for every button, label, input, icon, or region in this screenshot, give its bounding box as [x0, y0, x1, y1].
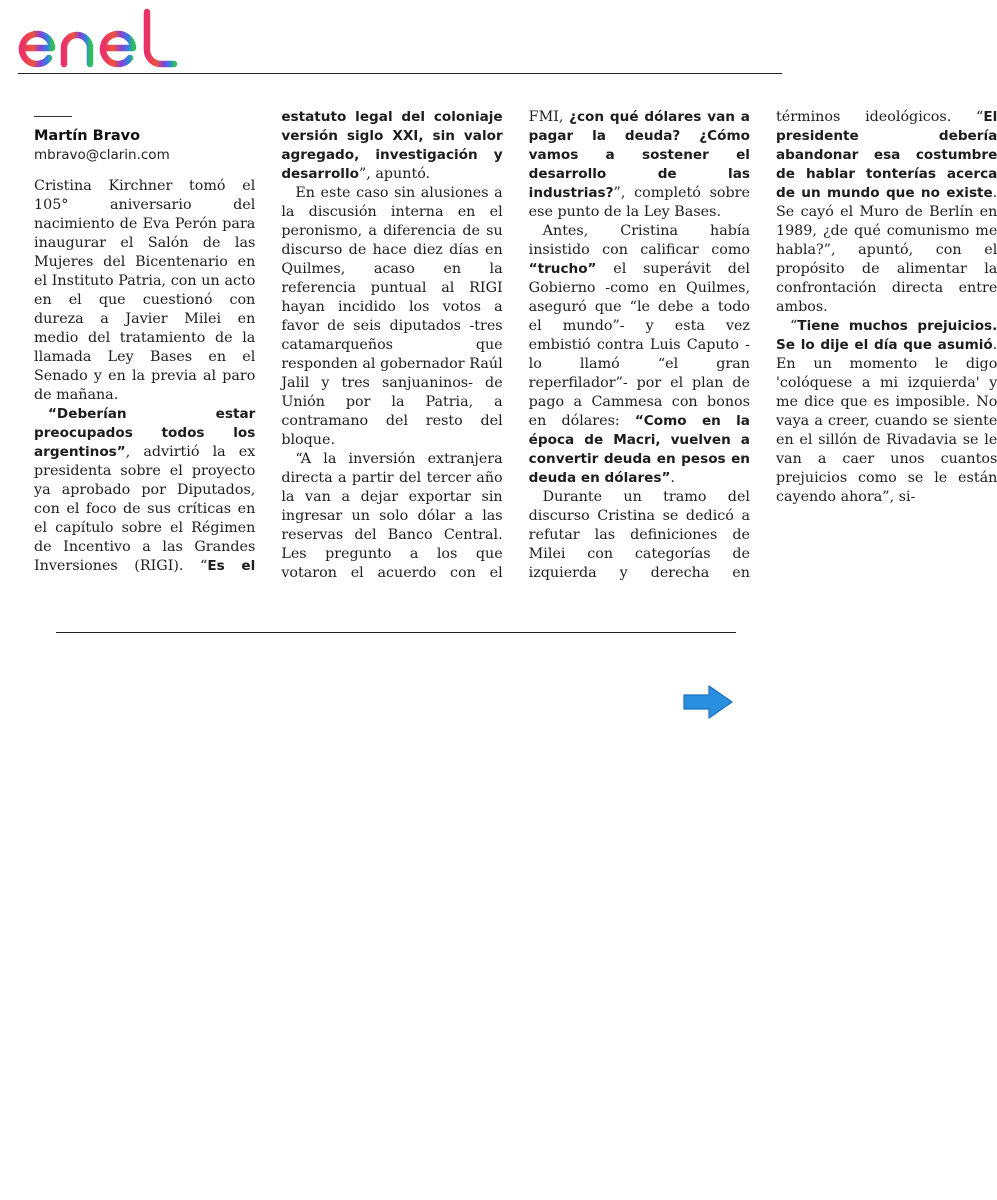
paragraph-text: Antes, Cristina había insistido con calificar como: [528, 223, 750, 258]
article-paragraph: [281, 184, 502, 450]
paragraph-text: el superávit del Gobierno -como en Quilmes, aseguró que “le debe a todo el mundo”- y esta vez embistió contra Luis Caputo -lo llamó “el gran reperfilador”- por el plan de pago a Cammesa con bonos en dólares:: [528, 261, 750, 429]
article-end-divider: [56, 632, 736, 633]
paragraph-text: “: [789, 318, 798, 334]
highlighted-quote: “Como en la época de Macri, vuelven a convertir deuda en pesos en deuda en dólares”: [528, 413, 750, 486]
article-paragraph: [529, 222, 750, 488]
paragraph-text: ”, apuntó.: [358, 166, 431, 182]
paragraph-text: En este caso sin alusiones a la discusión interna en el peronismo, a diferencia de su discurso de hace diez días en Quilmes, acaso en la referencia puntual al RIGI hayan incidido los votos a favor de seis diputados -tres catamarqueños que responden al gobernador Raúl Jalil y tres sanjuaninos- de Unión por la Patria, a contramano del resto del bloque.: [281, 185, 503, 448]
page-header: [0, 0, 800, 80]
paragraph-text: . Se cayó el Muro de Berlín en 1989, ¿de qué comunismo me habla?”, apuntó, con el propósito de alimentar la confrontación directa entre ambos.: [775, 185, 997, 315]
paragraph-text: . En un momento le digo 'colóquese a mi izquierda' y me dice que es imposible. No vaya a creer, cuando se siente en el sillón de Rivadavia se le van a caer unos cuantos prejuicios como se le están cayendo ahora”, si-: [775, 337, 997, 505]
highlighted-quote: Es el estatuto legal del coloniaje versión siglo XXI, sin valor agregado, investigación y desarrollo: [207, 109, 503, 574]
paragraph-text: .: [670, 470, 675, 486]
paragraph-text: ”, completó sobre ese punto de la Ley Bases.: [528, 185, 750, 220]
highlighted-quote: Tiene muchos prejuicios. Se lo dije el día que asumió: [775, 318, 997, 353]
paragraph-text: Cristina Kirchner tomó el 105° aniversario del nacimiento de Eva Perón para inaugurar el Salón de las Mujeres del Bicentenario en el Instituto Patria, con un acto en el que cuestionó con dureza a Javier Milei en medio del tratamiento de la llamada Ley Bases en el Senado y en la previa al paro de mañana.: [34, 178, 256, 403]
author-name: Martín Bravo: [34, 128, 141, 144]
highlighted-quote: ¿con qué dólares van a pagar la deuda? ¿Cómo vamos a sostener el desarrollo de las industrias?: [528, 109, 750, 201]
article-body: [34, 108, 997, 583]
highlighted-quote: El presidente debería abandonar esa costumbre de hablar tonterías acerca de un mundo que no existe: [775, 109, 997, 201]
author-email: mbravo@clarin.com: [34, 147, 170, 163]
article-paragraph: [776, 317, 997, 507]
enel-logo: [16, 6, 180, 72]
article-paragraph: [34, 177, 255, 405]
highlighted-quote: “trucho”: [528, 261, 597, 277]
highlighted-quote: “Deberían estar preocupados todos los argentinos”: [34, 406, 256, 460]
paragraph-text: Durante un tramo del discurso Cristina se dedicó a refutar las definiciones de Milei con categorías de izquierda y derecha en términos ideológicos. “: [528, 109, 984, 581]
byline-divider: [34, 116, 72, 117]
arrow-right-icon[interactable]: [682, 684, 734, 720]
header-divider: [18, 73, 782, 74]
paragraph-text: , advirtió la ex presidenta sobre el proyecto ya aprobado por Diputados, con el foco de sus críticas en el capítulo sobre el Régimen de Incentivo a las Grandes Inversiones (RIGI). “: [34, 444, 256, 574]
paragraph-text: “A la inversión extranjera directa a partir del tercer año la van a dejar exportar sin ingresar un solo dólar a las reservas del Banco Central. Les pregunto a los que votaron el acuerdo con el FMI,: [281, 109, 570, 581]
